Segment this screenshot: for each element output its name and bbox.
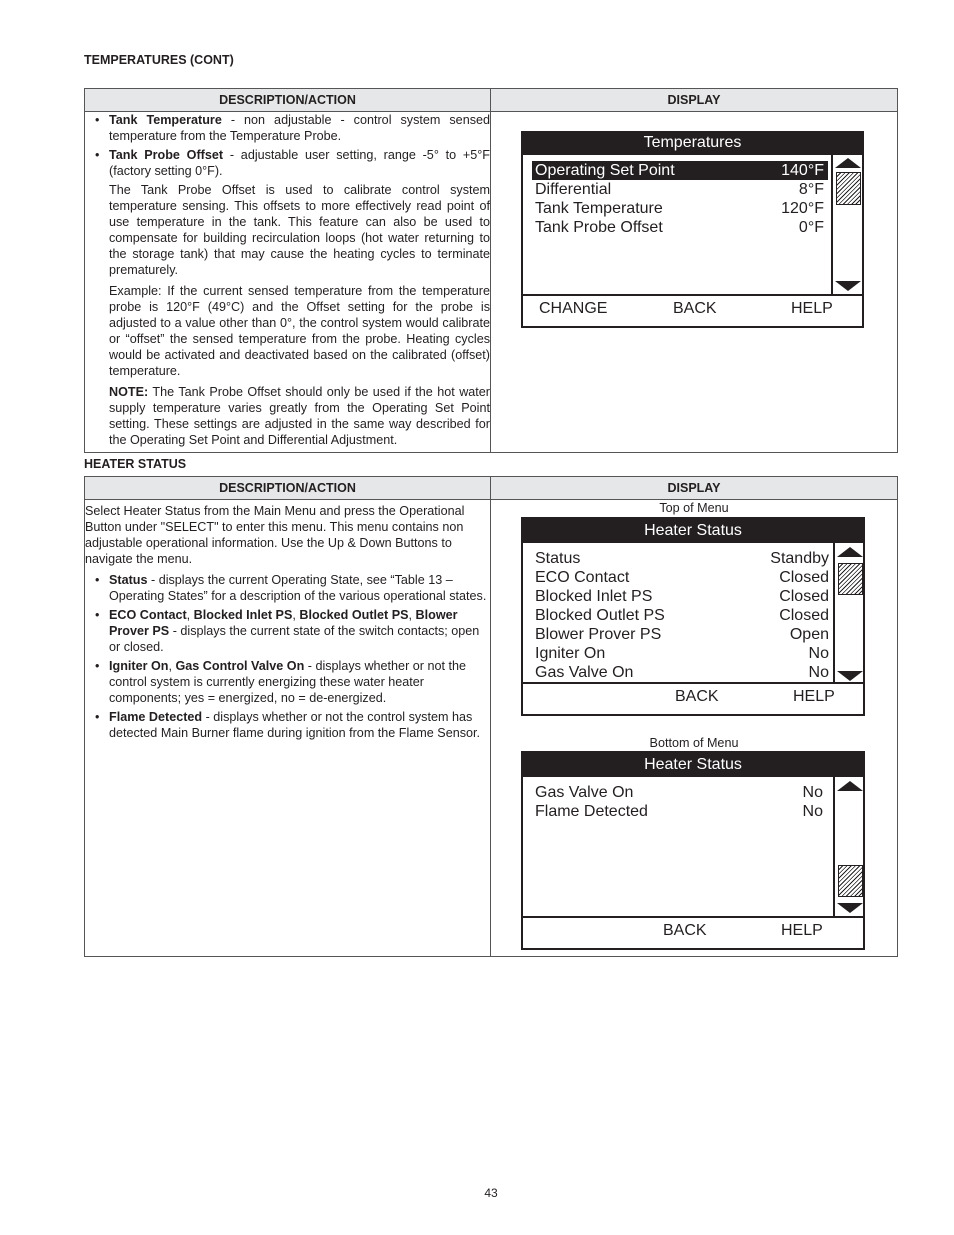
scroll-up-arrow-icon[interactable]: [837, 547, 863, 557]
scroll-down-arrow-icon[interactable]: [835, 281, 861, 291]
row-flame-detected[interactable]: [535, 802, 829, 821]
text-switch-contacts: - displays the current state of the switch contacts; open or closed.: [109, 624, 480, 654]
row-label: Status: [535, 550, 581, 567]
scroll-thumb[interactable]: [836, 172, 861, 205]
text-flame-detected: - displays whether or not the control system has detected Main Burner flame during ignition from the Flame Sensor.: [109, 710, 481, 740]
row-value: 120°F: [781, 200, 824, 217]
list-item-igniter-gas-valve: [109, 658, 490, 706]
row-label: Differential: [535, 181, 612, 198]
term-status: Status: [109, 573, 148, 587]
column-header-description: DESCRIPTION/ACTION: [85, 89, 491, 112]
column-header-display: DISPLAY: [491, 89, 898, 112]
row-label: Blower Prover PS: [535, 626, 662, 643]
scroll-up-arrow-icon[interactable]: [835, 158, 861, 168]
row-value: Closed: [779, 569, 829, 586]
screen-title: Temperatures: [523, 133, 862, 155]
paragraph-offset-purpose: The Tank Probe Offset is used to calibrate control system temperature sensing. This offsets to more effectively read point of use temperature in the tank. This feature can also be used to compensate for building recirculation loops (hot water returning to the storage tank) that may cause the heating cycles to terminate prematurely.: [109, 183, 490, 277]
list-item-tank-probe-offset: [109, 147, 490, 179]
row-operating-set-point[interactable]: [532, 161, 828, 180]
scrollbar[interactable]: [833, 777, 865, 918]
list-item-flame-detected: [109, 709, 490, 741]
row-label: Gas Valve On: [535, 664, 634, 681]
list-item-switch-contacts: [109, 607, 490, 655]
paragraph-heater-intro: Select Heater Status from the Main Menu and press the Operational Button under "SELECT" to enter this menu. This menu contains non adjustable operational information. Use the Up & Down Buttons to navigate the menu.: [85, 504, 465, 566]
term-igniter-on: Igniter On: [109, 659, 169, 673]
help-softkey[interactable]: HELP: [791, 300, 833, 317]
row-igniter-on[interactable]: [535, 644, 829, 663]
temperatures-description-cell: [85, 112, 491, 453]
row-blocked-inlet-ps[interactable]: [535, 587, 829, 606]
list-item-tank-temperature: [109, 112, 490, 144]
row-value: Standby: [770, 550, 829, 567]
section-title-heater-status: HEATER STATUS: [84, 457, 187, 471]
heater-status-screen-bottom: [521, 751, 865, 950]
term-tank-probe-offset: Tank Probe Offset: [109, 148, 224, 162]
help-softkey[interactable]: HELP: [793, 688, 835, 705]
row-label: ECO Contact: [535, 569, 630, 586]
row-label: Gas Valve On: [535, 784, 634, 801]
separator: ,: [408, 608, 416, 622]
section-title-temperatures: TEMPERATURES (CONT): [84, 53, 234, 67]
back-softkey[interactable]: BACK: [673, 300, 717, 317]
heater-description-cell: [85, 500, 491, 957]
row-tank-temperature[interactable]: [532, 199, 828, 218]
term-flame-detected: Flame Detected: [109, 710, 203, 724]
temperatures-screen: [521, 131, 864, 328]
row-value: Closed: [779, 588, 829, 605]
paragraph-offset-example: Example: If the current sensed temperature from the temperature probe is 120°F (49°C) and the Offset setting for the probe is adjusted to a value other than 0°, the control system would calibrate or “offset” the sensed temperature from the probe. Heating cycles would be activated and deactivated based on the calibrated (offset) temperature.: [109, 284, 490, 378]
row-label: Flame Detected: [535, 803, 648, 820]
row-label: Tank Temperature: [535, 200, 663, 217]
text-status: - displays the current Operating State, see “Table 13 – Operating States” for a description of the various operational states.: [109, 573, 487, 603]
row-value: 8°F: [798, 181, 824, 198]
heater-status-screen-top: [521, 517, 865, 716]
screen-footer: [523, 294, 862, 326]
row-differential[interactable]: [532, 180, 828, 199]
row-label: Operating Set Point: [535, 162, 675, 179]
row-value: Open: [789, 626, 829, 643]
scroll-down-arrow-icon[interactable]: [837, 903, 863, 913]
term-blocked-outlet-ps: Blocked Outlet PS: [299, 608, 409, 622]
text-tank-probe-offset: - adjustable user setting, range -5° to +5°F (factory setting 0°F).: [109, 148, 490, 178]
paragraph-note: [109, 384, 490, 448]
page-number: 43: [484, 1186, 498, 1200]
screen-footer: [523, 682, 863, 714]
row-value: No: [808, 664, 829, 681]
back-softkey[interactable]: BACK: [663, 922, 707, 939]
text-igniter-gas-valve: - displays whether or not the control system is currently energizing these water heater components; yes = energized, no = de-energized.: [109, 659, 466, 705]
note-label: NOTE:: [109, 385, 149, 399]
column-header-description: DESCRIPTION/ACTION: [85, 477, 491, 500]
row-blocked-outlet-ps[interactable]: [535, 606, 829, 625]
screen-title: Heater Status: [523, 753, 863, 777]
row-label: Blocked Outlet PS: [535, 607, 665, 624]
scroll-up-arrow-icon[interactable]: [837, 781, 863, 791]
scroll-thumb[interactable]: [838, 563, 863, 595]
row-status[interactable]: [535, 549, 829, 568]
note-text: The Tank Probe Offset should only be used if the hot water supply temperature varies greatly from the Operating Set Point setting. These settings are adjusted in the same way described for the Operating Set Point and Differential Adjustment.: [109, 385, 490, 447]
row-eco-contact[interactable]: [535, 568, 829, 587]
term-gas-control-valve-on: Gas Control Valve On: [175, 659, 305, 673]
row-blower-prover-ps[interactable]: [535, 625, 829, 644]
row-value: 0°F: [798, 219, 824, 236]
term-eco-contact: ECO Contact: [109, 608, 187, 622]
row-value: No: [802, 784, 823, 801]
row-label: Igniter On: [535, 645, 606, 662]
term-tank-temperature: Tank Temperature: [109, 113, 222, 127]
separator: ,: [186, 608, 194, 622]
row-tank-probe-offset[interactable]: [532, 218, 828, 237]
temperatures-display-cell: [491, 112, 898, 453]
row-value: No: [802, 803, 823, 820]
scroll-thumb[interactable]: [838, 865, 863, 897]
row-label: Blocked Inlet PS: [535, 588, 653, 605]
change-softkey[interactable]: CHANGE: [539, 300, 608, 317]
heater-status-table: [84, 476, 898, 957]
temperatures-table: [84, 88, 898, 453]
screen-footer: [523, 916, 863, 948]
screen-title: Heater Status: [523, 519, 863, 543]
back-softkey[interactable]: BACK: [675, 688, 719, 705]
separator: ,: [168, 659, 176, 673]
column-header-display: DISPLAY: [491, 477, 898, 500]
help-softkey[interactable]: HELP: [781, 922, 823, 939]
heater-display-cell: [491, 500, 898, 957]
scrollbar[interactable]: [833, 543, 865, 684]
list-item-status: [109, 572, 490, 604]
text-tank-temperature: - non adjustable - control system sensed temperature from the Temperature Probe.: [109, 113, 490, 143]
caption-top-of-menu: Top of Menu: [659, 501, 729, 515]
term-blocked-inlet-ps: Blocked Inlet PS: [193, 608, 293, 622]
row-gas-valve-on[interactable]: [535, 663, 829, 682]
row-gas-valve-on[interactable]: [535, 783, 829, 802]
scrollbar[interactable]: [831, 155, 864, 296]
scroll-down-arrow-icon[interactable]: [837, 671, 863, 681]
row-label: Tank Probe Offset: [535, 219, 663, 236]
term-blower-prover-ps: Blower Prover PS: [109, 608, 458, 638]
separator: ,: [292, 608, 300, 622]
caption-bottom-of-menu: Bottom of Menu: [649, 736, 739, 750]
row-value: No: [808, 645, 829, 662]
row-value: Closed: [779, 607, 829, 624]
row-value: 140°F: [781, 162, 824, 179]
